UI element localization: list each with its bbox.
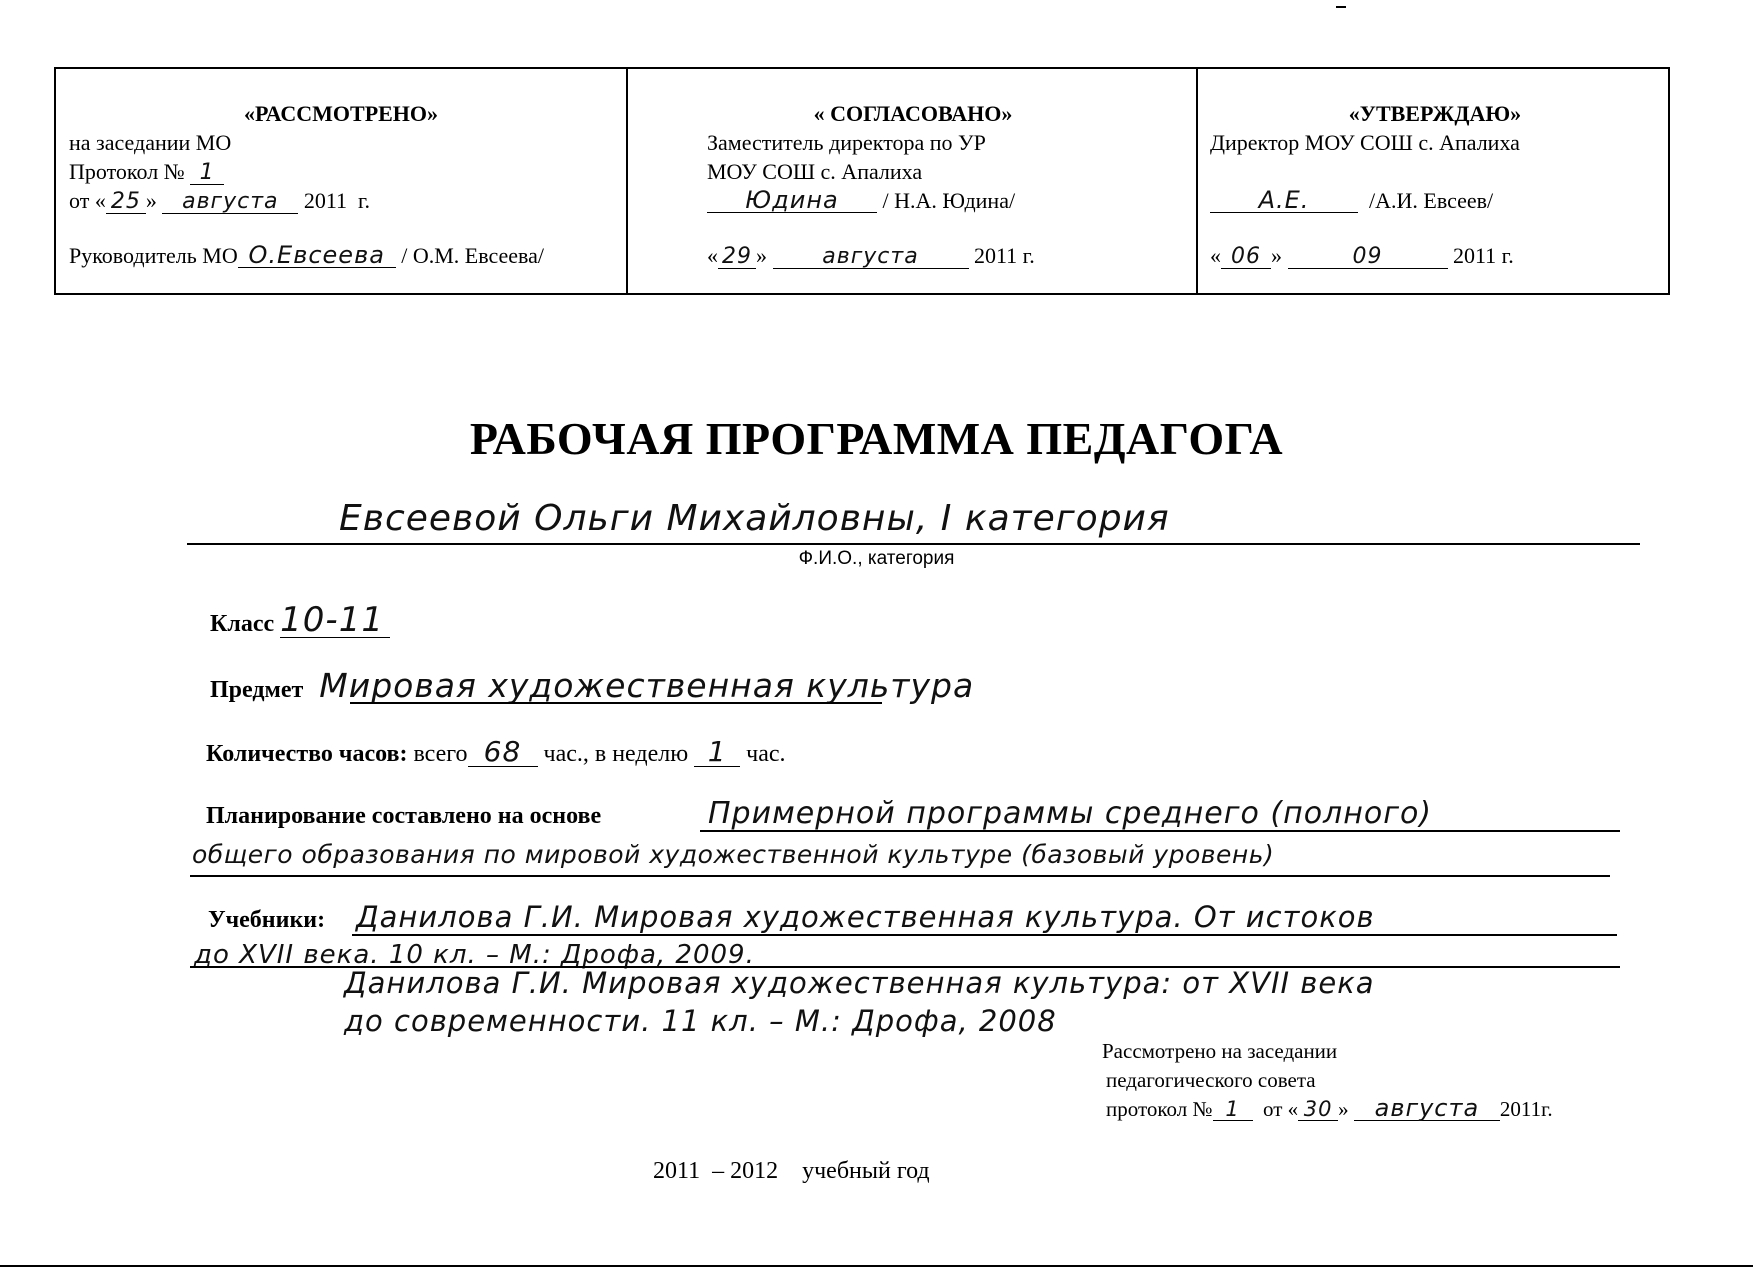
reviewed-block	[56, 69, 626, 293]
basis-underline1	[700, 830, 1620, 832]
basis-label	[206, 803, 601, 830]
class-label: Класс	[210, 611, 275, 637]
agreed-date-month: августа	[773, 246, 969, 269]
council-line1: Рассмотрено на заседании	[1102, 1039, 1338, 1063]
hours-weekly-value: 1	[694, 738, 740, 767]
council-date-month: августа	[1354, 1096, 1500, 1121]
reviewed-head	[69, 241, 544, 270]
council-block	[1102, 1037, 1553, 1124]
teacher-value: Евсеевой Ольги Михайловны, I категория	[339, 498, 1170, 539]
year-dash: –	[712, 1158, 725, 1184]
agreed-date-close: »	[756, 243, 767, 268]
agreed-name: / Н.А. Юдина/	[882, 188, 1016, 213]
council-protocol	[1102, 1095, 1553, 1124]
approved-line1: Директор МОУ СОШ с. Апалиха	[1210, 130, 1520, 155]
approved-date	[1210, 241, 1514, 270]
reviewed-line1: на заседании МО	[69, 130, 232, 155]
approved-date-day: 06	[1221, 246, 1271, 269]
bottom-rule	[0, 1265, 1753, 1267]
council-date-year: 2011г.	[1499, 1097, 1553, 1121]
textbook-line2: до XVII века. 10 кл. – М.: Дрофа, 2009.	[194, 940, 755, 970]
academic-year	[653, 1158, 930, 1185]
basis-underline2	[190, 875, 1610, 877]
agreed-heading: « СОГЛАСОВАНО»	[813, 101, 1013, 126]
teacher-caption: Ф.И.О., категория	[798, 548, 955, 569]
reviewed-head-name: / О.М. Евсеева/	[401, 243, 545, 268]
subject-label: Предмет	[210, 677, 304, 703]
hours-weekly-unit: час.	[746, 741, 786, 767]
basis-line2: общего образования по мировой художественной культуре (базовый уровень)	[192, 840, 1275, 869]
council-protocol-label: протокол №	[1106, 1097, 1213, 1121]
class-field	[210, 600, 390, 640]
council-protocol-number: 1	[1213, 1099, 1253, 1121]
council-date-sep: »	[1338, 1097, 1349, 1121]
agreed-date-open: «	[707, 243, 718, 268]
approved-block	[1196, 69, 1668, 293]
reviewed-date-sep: »	[145, 188, 157, 213]
corner-mark	[1336, 0, 1346, 8]
council-line2: педагогического совета	[1106, 1068, 1316, 1092]
agreed-date-year: 2011 г.	[974, 243, 1035, 268]
page-title: РАБОЧАЯ ПРОГРАММА ПЕДАГОГА	[469, 413, 1284, 464]
approved-signature-row	[1210, 186, 1493, 215]
reviewed-protocol-number: 1	[190, 162, 224, 185]
reviewed-protocol-label: Протокол №	[69, 159, 185, 184]
textbooks-label	[208, 907, 325, 934]
hours-total-unit: час., в неделю	[543, 741, 689, 767]
hours-total-value: 68	[468, 738, 538, 767]
approved-date-year: 2011 г.	[1453, 243, 1514, 268]
approved-date-open: «	[1210, 243, 1221, 268]
reviewed-date-suffix: г.	[358, 188, 371, 213]
agreed-signature-row	[707, 186, 1015, 215]
approved-heading: «УТВЕРЖДАЮ»	[1348, 101, 1522, 126]
approved-date-month: 09	[1288, 246, 1448, 269]
reviewed-date-month: августа	[162, 191, 298, 214]
subject-field	[210, 666, 975, 705]
reviewed-date	[69, 186, 370, 215]
agreed-signature: Юдина	[707, 188, 877, 213]
council-date-prefix: от «	[1263, 1097, 1299, 1121]
reviewed-head-label: Руководитель МО	[69, 243, 238, 268]
reviewed-head-signature: О.Евсеева	[238, 243, 396, 268]
basis-line1: Примерной программы среднего (полного)	[708, 796, 1433, 831]
agreed-block	[626, 69, 1196, 293]
hours-total-label: всего	[413, 741, 468, 767]
reviewed-heading: «РАССМОТРЕНО»	[243, 101, 439, 126]
agreed-line1: Заместитель директора по УР	[707, 130, 986, 155]
reviewed-date-prefix: от «	[69, 188, 106, 213]
textbook-line3: Данилова Г.И. Мировая художественная культура: от XVII века	[344, 966, 1375, 1000]
subject-value: Мировая художественная культура	[319, 666, 975, 705]
subject-underline	[350, 702, 882, 704]
reviewed-protocol	[69, 157, 224, 186]
year-label: учебный год	[802, 1158, 930, 1184]
agreed-date	[707, 241, 1035, 270]
approved-name: /А.И. Евсеев/	[1369, 188, 1494, 213]
basis-label-text: Планирование составлено на основе	[206, 803, 602, 829]
textbook-underline1	[352, 934, 1617, 936]
teacher-field	[187, 497, 1640, 545]
agreed-line2: МОУ СОШ с. Апалиха	[707, 159, 923, 184]
textbook-line1: Данилова Г.И. Мировая художественная культура. От истоков	[356, 900, 1375, 934]
approval-table	[54, 67, 1670, 295]
reviewed-date-day: 25	[106, 191, 146, 214]
reviewed-date-year: 2011	[303, 188, 348, 213]
year-start: 2011	[653, 1158, 701, 1184]
hours-label: Количество часов:	[206, 741, 408, 767]
hours-field	[206, 735, 786, 768]
approved-signature: А.Е.	[1210, 188, 1358, 213]
council-date-day: 30	[1298, 1099, 1338, 1121]
approved-date-close: »	[1271, 243, 1282, 268]
year-end: 2012	[730, 1158, 779, 1184]
textbook-line4: до современности. 11 кл. – М.: Дрофа, 2008	[344, 1004, 1057, 1038]
agreed-date-day: 29	[718, 246, 756, 269]
textbooks-label-text: Учебники:	[208, 907, 326, 933]
class-value: 10-11	[280, 603, 390, 638]
